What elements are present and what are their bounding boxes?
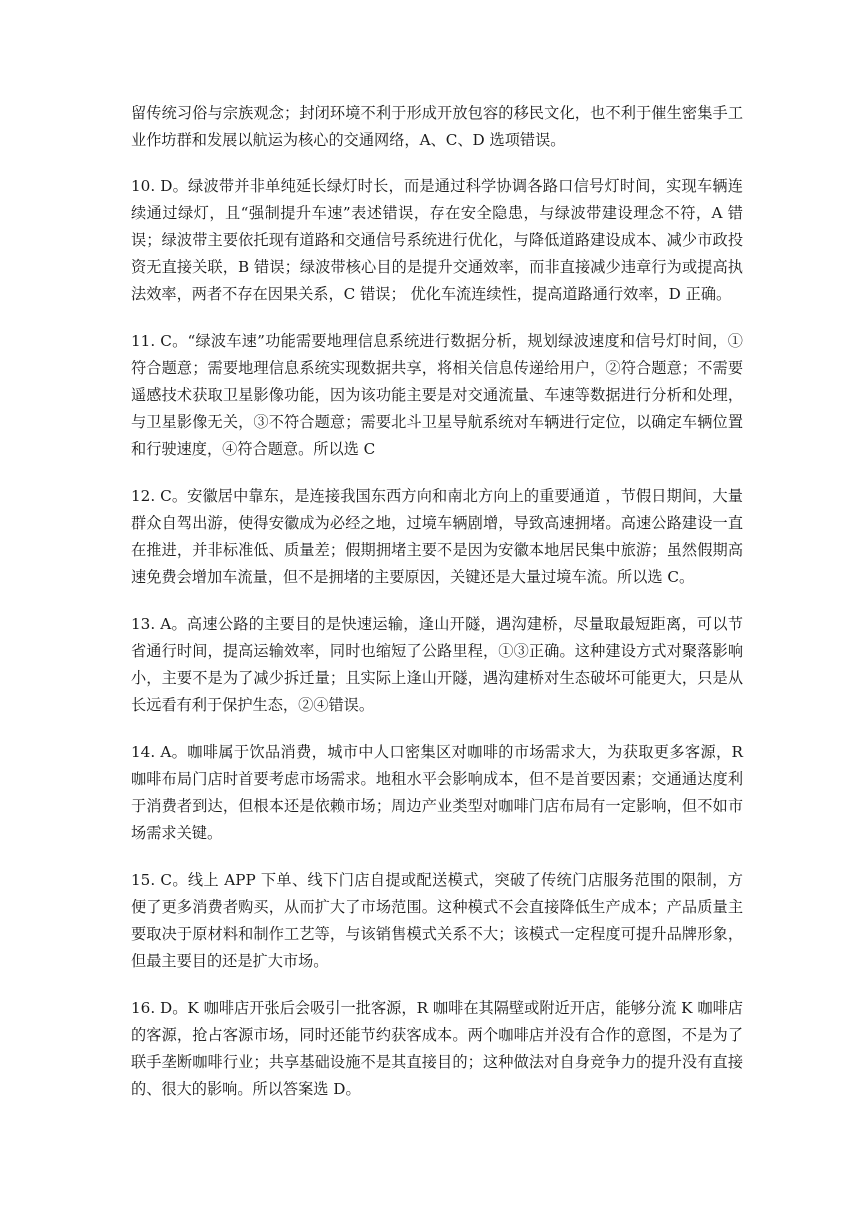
answer-13: 13. A。高速公路的主要目的是快速运输，逢山开隧，遇沟建桥，尽量取最短距离，可以节省通行时间，提高运输效率，同时也缩短了公路里程，①③正确。这种建设方式对聚落影响小，主要不是为了减少拆迁量；且实际上逢山开隧，遇沟建桥对生态破坏可能更大，只是从长远看有利于保护生态，②④错误。 [131, 615, 743, 714]
answer-15: 15. C。线上 APP 下单、线下门店自提或配送模式，突破了传统门店服务范围的限制，方便了更多消费者购买，从而扩大了市场范围。这种模式不会直接降低生产成本；产品质量主要取决于原材料和制作工艺等，与该销售模式关系不大；该模式一定程度可提升品牌形象，但最主要目的还是扩大市场。 [131, 871, 743, 970]
document-page [131, 100, 743, 1123]
answer-16: 16. D。K 咖啡店开张后会吸引一批客源，R 咖啡在其隔壁或附近开店，能够分流 K 咖啡店的客源，抢占客源市场，同时还能节约获客成本。两个咖啡店并没有合作的意图，不是为了联手垄断咖啡行业；共享基础设施不是其直接目的；这种做法对自身竞争力的提升没有直接的、很大的影响。所以答案选 D。 [131, 999, 743, 1098]
paragraph-continuation: 留传统习俗与宗族观念；封闭环境不利于形成开放包容的移民文化，也不利于催生密集手工业作坊群和发展以航运为核心的交通网络，A、C、D 选项错误。 [131, 104, 743, 149]
answer-11: 11. C。“绿波车速”功能需要地理信息系统进行数据分析，规划绿波速度和信号灯时间，①符合题意；需要地理信息系统实现数据共享，将相关信息传递给用户，②符合题意；不需要遥感技术获取卫星影像功能，因为该功能主要是对交通流量、车速等数据进行分析和处理，与卫星影像无关，③不符合题意；需要北斗卫星导航系统对车辆进行定位，以确定车辆位置和行驶速度，④符合题意。所以选 C [131, 332, 743, 458]
answer-14: 14. A。咖啡属于饮品消费，城市中人口密集区对咖啡的市场需求大，为获取更多客源，R 咖啡布局门店时首要考虑市场需求。地租水平会影响成本，但不是首要因素；交通通达度利于消费者到达，但根本还是依赖市场；周边产业类型对咖啡门店布局有一定影响，但不如市场需求关键。 [131, 743, 743, 842]
answer-10: 10. D。绿波带并非单纯延长绿灯时长，而是通过科学协调各路口信号灯时间，实现车辆连续通过绿灯，且“强制提升车速”表述错误，存在安全隐患，与绿波带建设理念不符，A 错误；绿波带主要依托现有道路和交通信号系统进行优化，与降低道路建设成本、减少市政投资无直接关联，B 错误；绿波带核心目的是提升交通效率，而非直接减少违章行为或提高执法效率，两者不存在因果关系，C 错误； 优化车流连续性，提高道路通行效率，D 正确。 [131, 177, 743, 303]
answer-12: 12. C。安徽居中靠东，是连接我国东西方向和南北方向上的重要通道 ，节假日期间，大量群众自驾出游，使得安徽成为必经之地，过境车辆剧增，导致高速拥堵。高速公路建设一直在推进，并非标准低、质量差；假期拥堵主要不是因为安徽本地居民集中旅游；虽然假期高速免费会增加车流量，但不是拥堵的主要原因，关键还是大量过境车流。所以选 C。 [131, 487, 743, 586]
